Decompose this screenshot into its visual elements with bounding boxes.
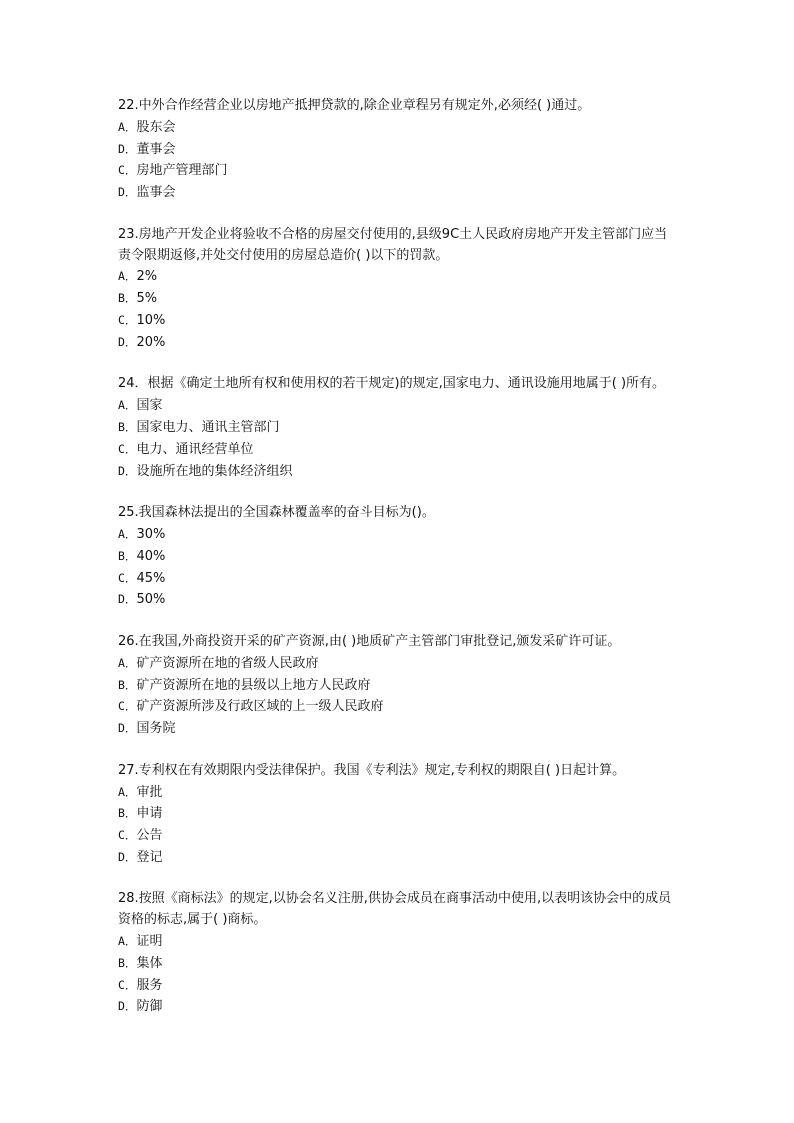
option-text: 防御 — [136, 999, 163, 1015]
answer-option — [118, 953, 678, 975]
answer-option — [118, 718, 678, 740]
option-letter: A． — [118, 269, 137, 284]
question-stem: 22.中外合作经营企业以房地产抵押贷款的,除企业章程另有规定外,必须经( )通过。 — [118, 98, 591, 113]
answer-option — [118, 160, 678, 182]
option-text: 服务 — [136, 977, 163, 993]
option-letter: D． — [118, 141, 137, 156]
answer-option — [118, 182, 678, 204]
option-letter: C． — [118, 977, 137, 992]
option-text: 矿产资源所在地的县级以上地方人民政府 — [136, 677, 371, 693]
option-letter: B． — [118, 955, 137, 970]
question-stem: 25.我国森林法提出的全国森林覆盖率的奋斗目标为()。 — [118, 505, 435, 521]
answer-option — [118, 803, 678, 825]
option-letter: B． — [118, 419, 137, 434]
option-text: 50% — [136, 592, 166, 608]
option-letter: D． — [118, 721, 137, 736]
option-text: 矿产资源所在地的省级人民政府 — [136, 655, 319, 671]
answer-option — [118, 782, 678, 804]
option-text: 审批 — [136, 784, 163, 800]
option-text: 公告 — [136, 828, 163, 844]
answer-option — [118, 653, 678, 675]
answer-option — [118, 568, 678, 590]
answer-option — [118, 439, 678, 461]
option-text: 2% — [136, 269, 158, 285]
option-letter: C． — [118, 699, 137, 714]
option-text: 国家电力、通讯主管部门 — [136, 419, 280, 435]
option-text: 电力、通讯经营单位 — [136, 441, 254, 457]
answer-option — [118, 524, 678, 546]
option-letter: C． — [118, 828, 137, 843]
option-text: 申请 — [136, 806, 163, 822]
option-text: 20% — [136, 334, 166, 350]
answer-option — [118, 589, 678, 611]
option-text: 房地产管理部门 — [136, 163, 228, 179]
answer-option — [118, 461, 678, 483]
option-text: 矿产资源所涉及行政区域的上一级人民政府 — [136, 699, 384, 715]
question-stem: 27.专利权在有效期限内受法律保护。我国《专利法》规定,专利权的期限自( )日起计算。 — [118, 762, 626, 778]
answer-option — [118, 996, 678, 1018]
answer-option — [118, 310, 678, 332]
option-text: 证明 — [136, 934, 163, 950]
question-block — [118, 96, 678, 204]
option-letter: A． — [118, 784, 137, 799]
question-block — [118, 761, 678, 869]
question-stem: 26.在我国,外商投资开采的矿产资源,由( )地质矿产主管部门审批登记,颁发采矿许可证。 — [118, 633, 621, 649]
option-letter: D． — [118, 999, 137, 1014]
answer-option — [118, 675, 678, 697]
answer-option — [118, 266, 678, 288]
answer-option — [118, 931, 678, 953]
option-letter: D． — [118, 463, 137, 478]
option-text: 设施所在地的集体经济组织 — [136, 463, 293, 479]
question-stem: 28.按照《商标法》的规定,以协会名义注册,供协会成员在商事活动中使用,以表明该协会中的成员资格的标志,属于( )商标。 — [118, 891, 672, 928]
option-text: 监事会 — [136, 185, 176, 201]
option-letter: A． — [118, 526, 137, 541]
option-text: 10% — [136, 312, 166, 328]
question-block — [118, 374, 678, 482]
option-letter: C． — [118, 163, 137, 178]
answer-option — [118, 332, 678, 354]
option-letter: A． — [118, 655, 137, 670]
option-letter: C． — [118, 441, 137, 456]
question-block — [118, 503, 678, 611]
option-letter: B． — [118, 548, 137, 563]
answer-option — [118, 546, 678, 568]
option-letter: C． — [118, 570, 137, 585]
answer-option — [118, 139, 678, 161]
answer-option — [118, 288, 678, 310]
option-letter: D． — [118, 334, 137, 349]
answer-option — [118, 975, 678, 997]
option-text: 国务院 — [136, 721, 176, 737]
option-letter: D． — [118, 185, 137, 200]
question-block — [118, 889, 678, 1018]
answer-option — [118, 825, 678, 847]
option-letter: C． — [118, 312, 137, 327]
question-block — [118, 225, 678, 354]
option-text: 45% — [136, 570, 166, 586]
option-text: 5% — [136, 291, 158, 307]
answer-option — [118, 395, 678, 417]
answer-option — [118, 847, 678, 869]
option-text: 登记 — [136, 849, 163, 865]
option-letter: D． — [118, 849, 137, 864]
option-letter: B． — [118, 677, 137, 692]
question-stem: 24．根据《确定土地所有权和使用权的若干规定)的规定,国家电力、通讯设施用地属于( )所有。 — [118, 376, 666, 392]
option-text: 国家 — [136, 398, 163, 414]
option-text: 董事会 — [136, 141, 176, 157]
option-letter: B． — [118, 806, 137, 821]
option-letter: A． — [118, 934, 137, 949]
option-text: 40% — [136, 548, 166, 564]
question-stem: 23.房地产开发企业将验收不合格的房屋交付使用的,县级9C土人民政府房地产开发主管部门应当责令限期返修,并处交付使用的房屋总造价( )以下的罚款。 — [118, 226, 668, 263]
option-text: 股东会 — [136, 119, 176, 135]
option-letter: A． — [118, 119, 137, 134]
option-text: 30% — [136, 526, 166, 542]
option-text: 集体 — [136, 955, 163, 971]
option-letter: B． — [118, 291, 137, 306]
document-page — [118, 96, 678, 1039]
answer-option — [118, 417, 678, 439]
answer-option — [118, 117, 678, 139]
option-letter: A． — [118, 398, 137, 413]
answer-option — [118, 696, 678, 718]
option-letter: D． — [118, 592, 137, 607]
question-block — [118, 632, 678, 740]
